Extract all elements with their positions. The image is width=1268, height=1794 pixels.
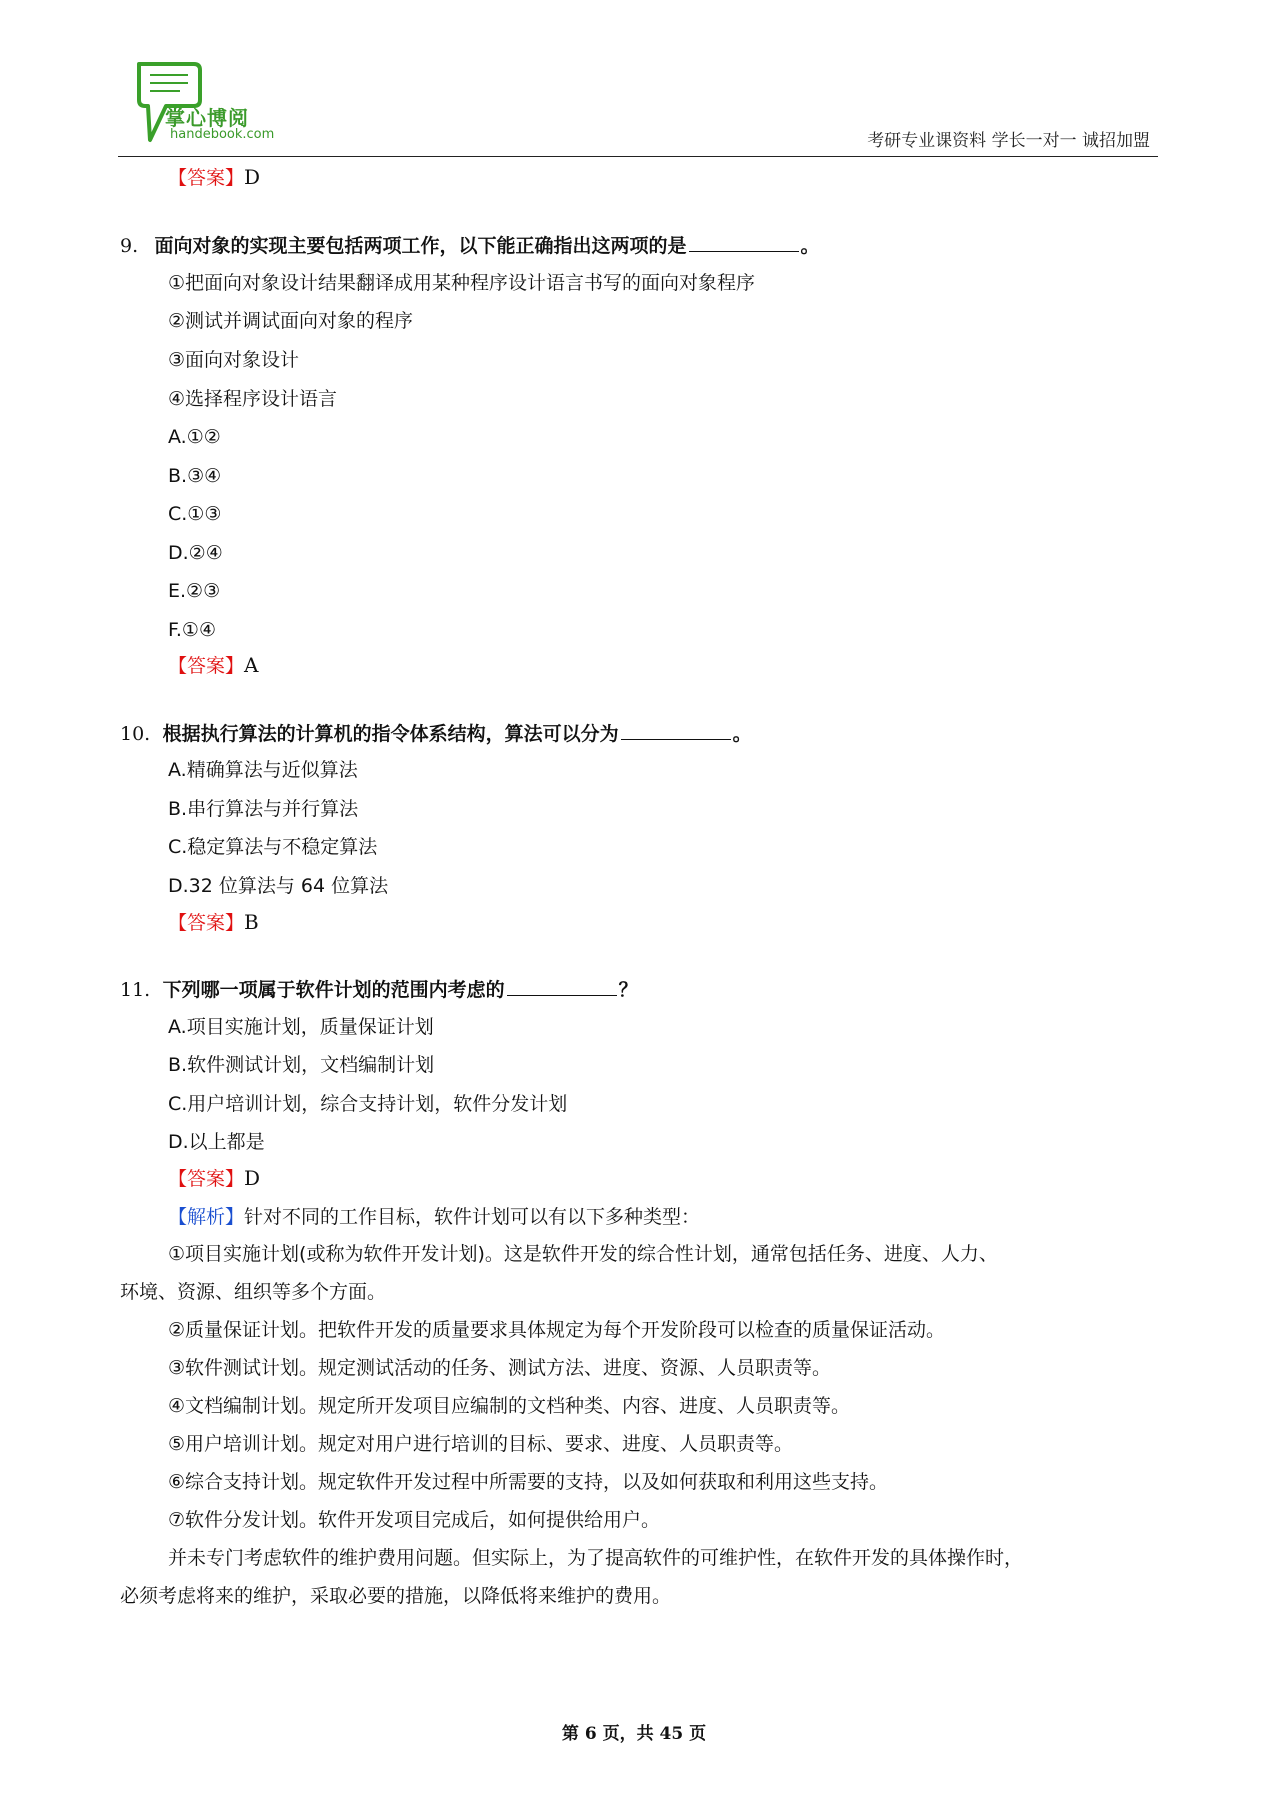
question-end: 。 xyxy=(732,723,752,745)
q11-option-d: D.以上都是 xyxy=(168,1131,265,1153)
q9-option-a: A.①② xyxy=(168,426,221,448)
analysis-line: ③软件测试计划。规定测试活动的任务、测试方法、进度、资源、人员职责等。 xyxy=(168,1357,832,1379)
question-text: 下列哪一项属于软件计划的范围内考虑的 xyxy=(162,979,505,1001)
answer-value: A xyxy=(244,653,259,677)
analysis-intro: 针对不同的工作目标，软件计划可以有以下多种类型： xyxy=(244,1206,701,1228)
analysis-line: ⑥综合支持计划。规定软件开发过程中所需要的支持，以及如何获取和利用这些支持。 xyxy=(168,1471,889,1493)
analysis-line: 必须考虑将来的维护，采取必要的措施，以降低将来维护的费用。 xyxy=(120,1585,672,1607)
question-number: 9. xyxy=(120,235,139,257)
q11-option-b: B.软件测试计划，文档编制计划 xyxy=(168,1054,435,1076)
analysis-line: ⑦软件分发计划。软件开发项目完成后，如何提供给用户。 xyxy=(168,1509,661,1531)
question-number: 11. xyxy=(120,979,151,1001)
question-11 xyxy=(120,976,638,1003)
q9-item-1: ①把面向对象设计结果翻译成用某种程序设计语言书写的面向对象程序 xyxy=(168,272,756,294)
question-end: ？ xyxy=(618,979,638,1001)
analysis-line: 并未专门考虑软件的维护费用问题。但实际上，为了提高软件的可维护性，在软件开发的具体操作时， xyxy=(168,1547,1024,1569)
q10-option-d: D.32 位算法与 64 位算法 xyxy=(168,875,389,897)
q11-option-a: A.项目实施计划，质量保证计划 xyxy=(168,1016,434,1038)
q11-analysis xyxy=(168,1203,700,1230)
q10-option-a: A.精确算法与近似算法 xyxy=(168,759,358,781)
q10-option-b: B.串行算法与并行算法 xyxy=(168,798,359,820)
analysis-line: ⑤用户培训计划。规定对用户进行培训的目标、要求、进度、人员职责等。 xyxy=(168,1433,794,1455)
question-10 xyxy=(120,720,752,747)
answer-blank xyxy=(507,977,617,996)
q10-answer xyxy=(168,909,259,936)
q9-option-c: C.①③ xyxy=(168,503,222,525)
analysis-line: 环境、资源、组织等多个方面。 xyxy=(120,1281,387,1303)
header-slogan: 考研专业课资料 学长一对一 诚招加盟 xyxy=(867,131,1150,151)
q9-option-e: E.②③ xyxy=(168,580,221,602)
q9-option-f: F.①④ xyxy=(168,619,216,641)
analysis-label: 【解析】 xyxy=(168,1206,245,1228)
logo-url: handebook.com xyxy=(170,127,275,142)
q10-option-c: C.稳定算法与不稳定算法 xyxy=(168,836,378,858)
question-end: 。 xyxy=(800,235,820,257)
q9-option-d: D.②④ xyxy=(168,542,223,564)
analysis-line: ④文档编制计划。规定所开发项目应编制的文档种类、内容、进度、人员职责等。 xyxy=(168,1395,851,1417)
answer-label: 【答案】 xyxy=(168,167,245,189)
q9-option-b: B.③④ xyxy=(168,465,222,487)
analysis-line: ①项目实施计划(或称为软件开发计划)。这是软件开发的综合性计划，通常包括任务、进度、人力、 xyxy=(168,1243,998,1265)
q11-option-c: C.用户培训计划，综合支持计划，软件分发计划 xyxy=(168,1093,568,1115)
question-text: 面向对象的实现主要包括两项工作，以下能正确指出这两项的是 xyxy=(154,235,687,257)
answer-value: D xyxy=(244,165,261,189)
q11-answer xyxy=(168,1165,260,1192)
logo-title: 掌心博阅 xyxy=(165,106,249,130)
question-9 xyxy=(120,232,820,259)
q9-answer xyxy=(168,652,258,679)
q9-item-3: ③面向对象设计 xyxy=(168,349,300,371)
answer-value: D xyxy=(244,1166,261,1190)
q9-item-2: ②测试并调试面向对象的程序 xyxy=(168,310,414,332)
answer-label: 【答案】 xyxy=(168,1168,245,1190)
question-number: 10. xyxy=(120,723,151,745)
q9-item-4: ④选择程序设计语言 xyxy=(168,388,338,410)
answer-blank xyxy=(621,721,731,740)
question-text: 根据执行算法的计算机的指令体系结构，算法可以分为 xyxy=(162,723,619,745)
header-divider xyxy=(118,156,1158,157)
answer-blank xyxy=(689,233,799,252)
page-number: 第 6 页，共 45 页 xyxy=(561,1724,707,1744)
answer-value: B xyxy=(244,910,259,934)
prev-answer xyxy=(168,164,260,191)
analysis-line: ②质量保证计划。把软件开发的质量要求具体规定为每个开发阶段可以检查的质量保证活动。 xyxy=(168,1319,946,1341)
answer-label: 【答案】 xyxy=(168,912,245,934)
answer-label: 【答案】 xyxy=(168,655,245,677)
